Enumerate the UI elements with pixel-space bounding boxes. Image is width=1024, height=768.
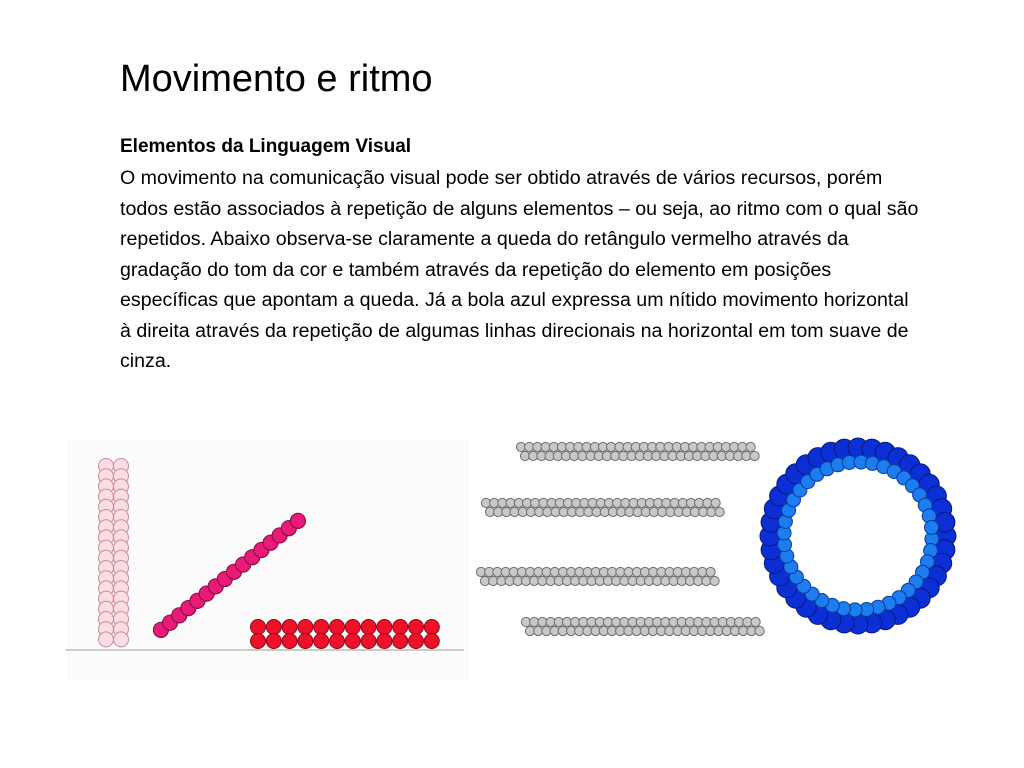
upright-rectangle-circle <box>99 632 114 647</box>
motion-line-circle <box>711 498 720 507</box>
falling-rectangle-circle <box>290 513 305 528</box>
fallen-rectangle-circle <box>361 620 376 635</box>
section-heading: Elementos da Linguagem Visual <box>120 136 412 157</box>
fallen-rectangle-circle <box>266 620 281 635</box>
fallen-rectangle-circle <box>409 634 424 649</box>
fallen-rectangle-circle <box>251 634 266 649</box>
fallen-rectangle-circle <box>282 620 297 635</box>
fallen-rectangle-circle <box>330 620 345 635</box>
motion-lines-illustration <box>476 442 764 635</box>
fallen-rectangle-circle <box>393 620 408 635</box>
fallen-rectangle-circle <box>298 620 313 635</box>
falling-rectangle-illustration <box>66 459 464 651</box>
blue-ball-ring-illustration <box>760 438 956 634</box>
body-paragraph: O movimento na comunicação visual pode ser obtido através de vários recursos, porém todos estão associados à repetição de alguns elementos – ou seja, ao ritmo com o qual são repetidos. Abaixo observa-se claramente a queda do retângulo vermelho através da gradação do tom da cor e também através da repetição do elemento em posições específicas que apontam a queda. Já a bola azul expressa um nítido movimento horizontal à direita através da repetição de algumas linhas direcionais na horizontal em tom suave de cinza. <box>120 167 919 372</box>
motion-line-circle <box>706 567 715 576</box>
motion-line-circle <box>750 451 759 460</box>
fallen-rectangle-circle <box>361 634 376 649</box>
fallen-rectangle-circle <box>377 620 392 635</box>
upright-rectangle-circle <box>114 632 129 647</box>
ball-inner-circle <box>925 520 939 534</box>
fallen-rectangle-circle <box>377 634 392 649</box>
fallen-rectangle-circle <box>251 620 266 635</box>
slide-title: Movimento e ritmo <box>120 58 433 100</box>
fallen-rectangle-circle <box>345 634 360 649</box>
fallen-rectangle-circle <box>266 634 281 649</box>
motion-line-circle <box>751 617 760 626</box>
fallen-rectangle-circle <box>424 634 439 649</box>
fallen-rectangle-circle <box>330 634 345 649</box>
fallen-rectangle-circle <box>393 634 408 649</box>
fallen-rectangle-circle <box>314 634 329 649</box>
motion-line-circle <box>746 442 755 451</box>
fallen-rectangle-circle <box>298 634 313 649</box>
fallen-rectangle-circle <box>282 634 297 649</box>
motion-line-circle <box>715 507 724 516</box>
motion-line-circle <box>710 576 719 585</box>
fallen-rectangle-circle <box>314 620 329 635</box>
motion-line-circle <box>755 626 764 635</box>
fallen-rectangle-circle <box>345 620 360 635</box>
fallen-rectangle-circle <box>424 620 439 635</box>
fallen-rectangle-circle <box>409 620 424 635</box>
